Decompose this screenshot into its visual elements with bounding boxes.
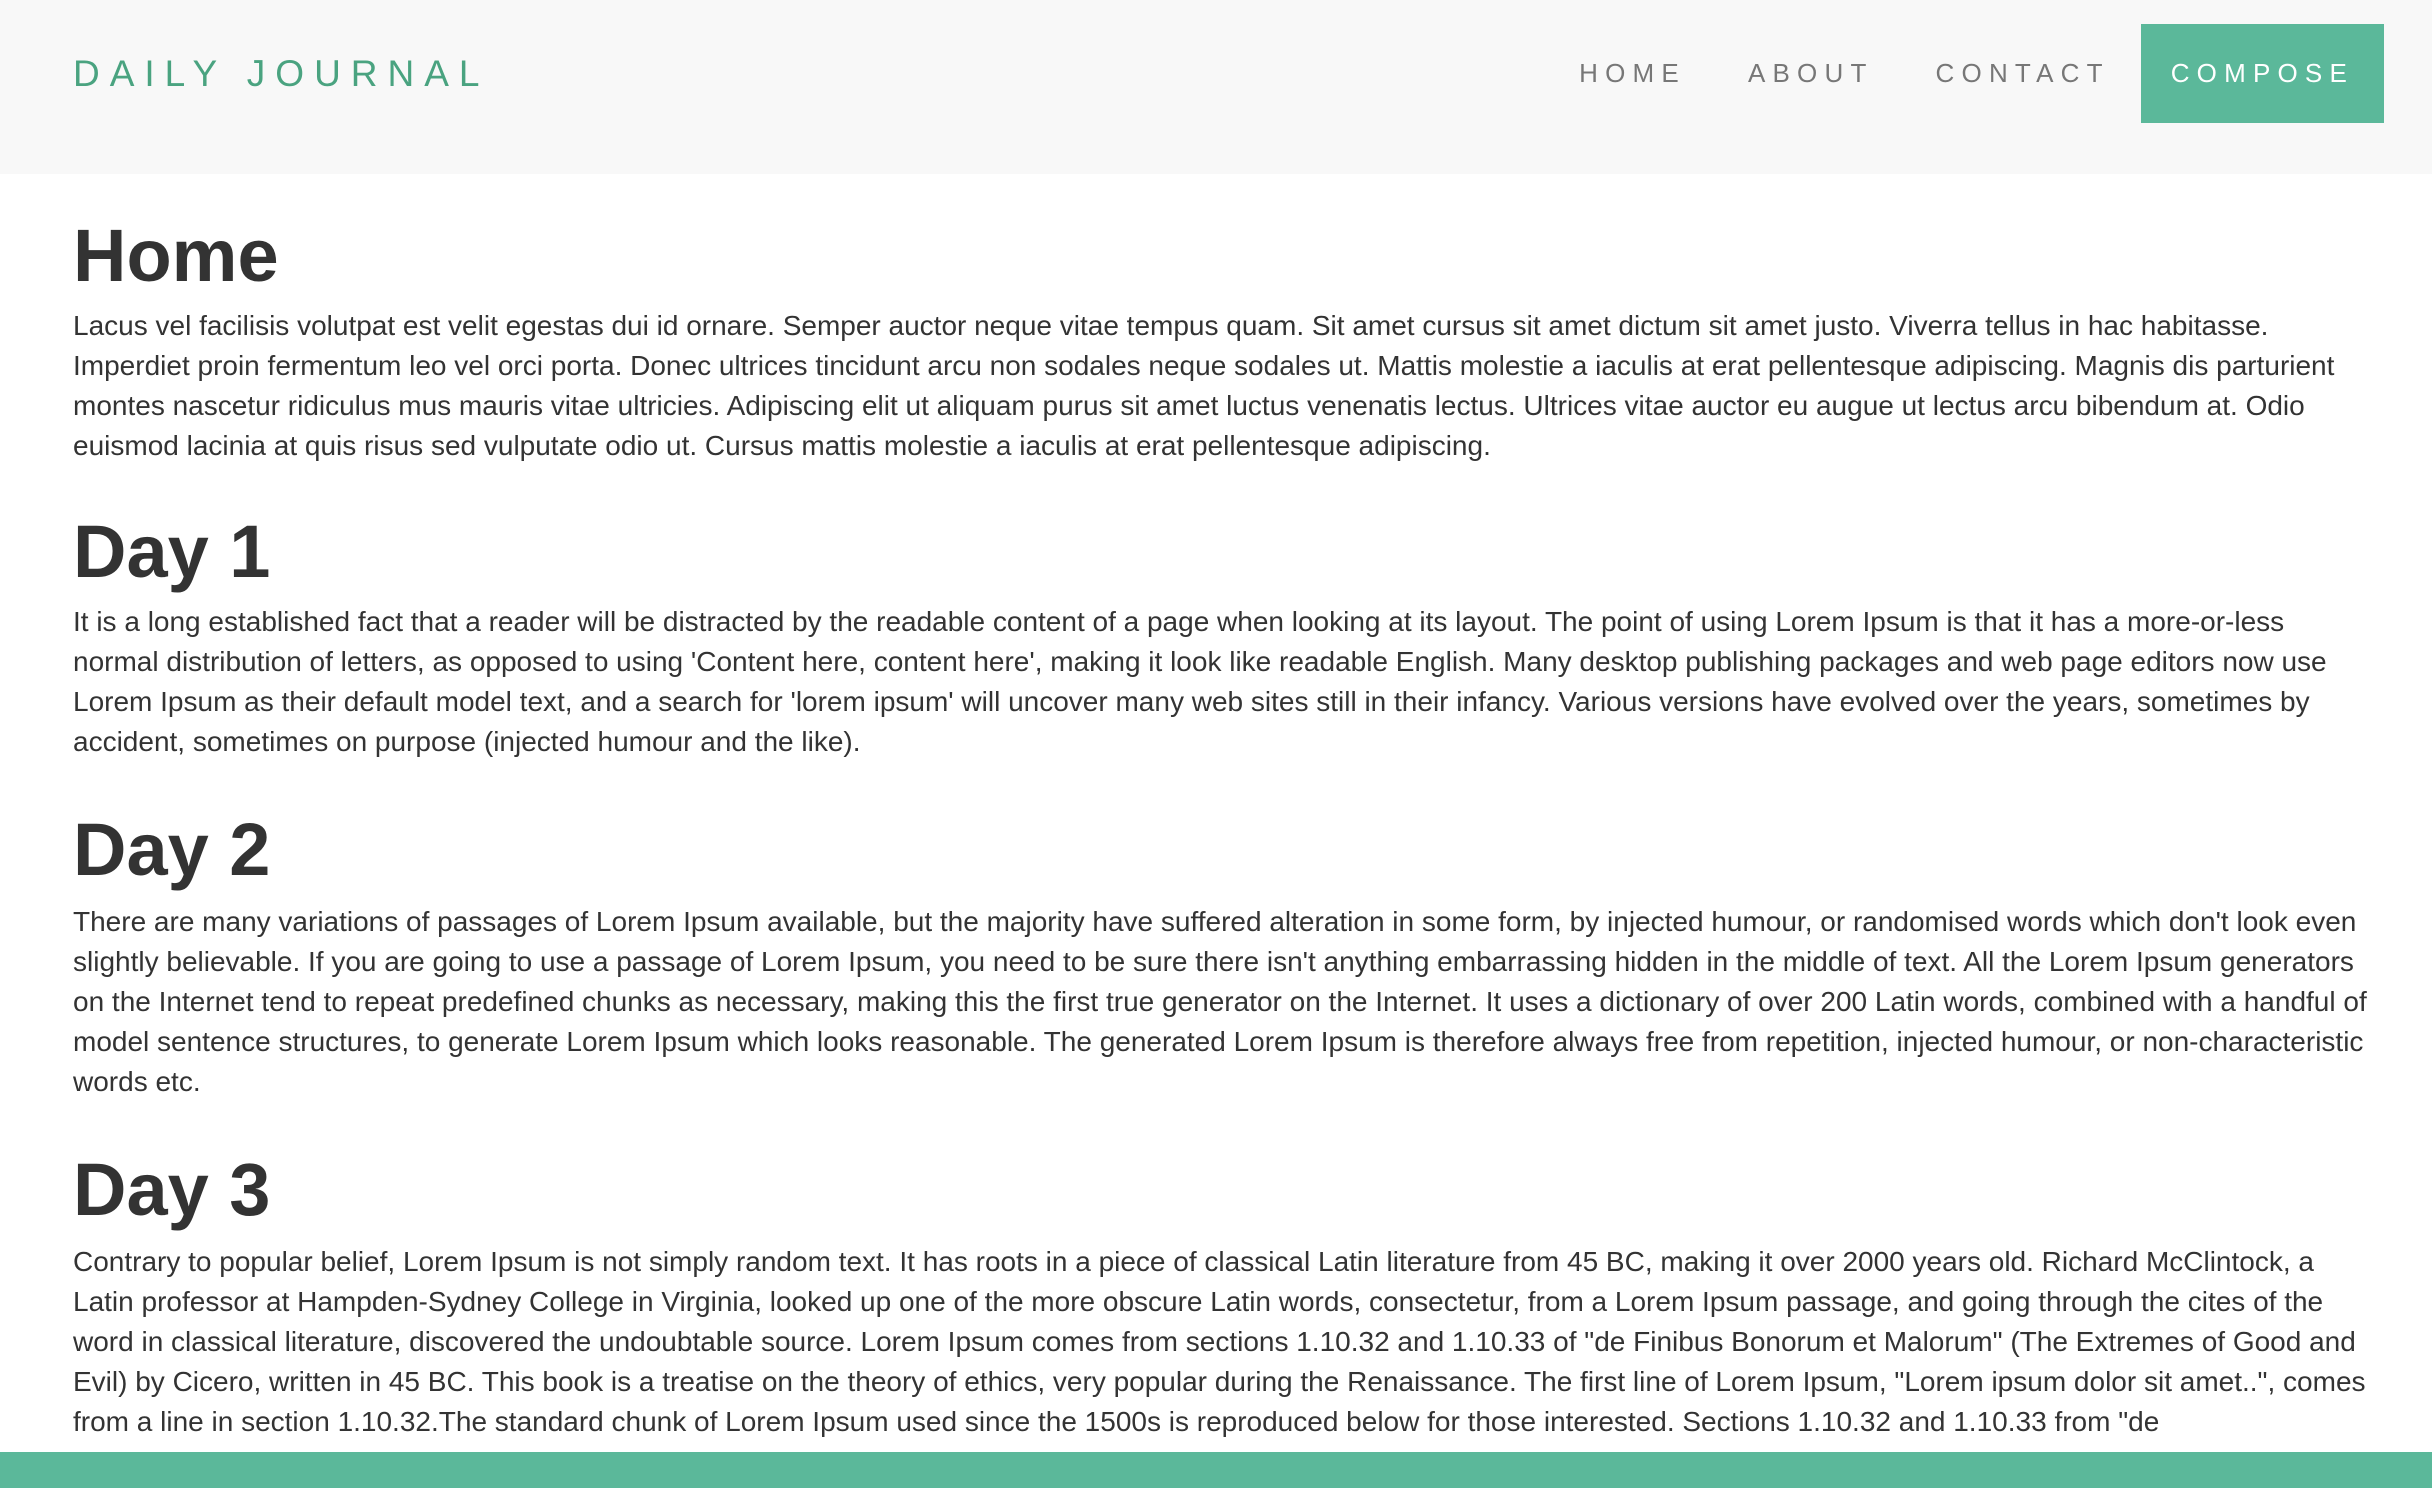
post-body: There are many variations of passages of Lorem Ipsum available, but the majority have suffered alteration in some form, by injected humour, or randomised words which don't look even slightly believable. If you are going to use a passage of Lorem Ipsum, you need to be sure there isn't anything embarrassing hidden in the middle of text. All the Lorem Ipsum generators on the Internet tend to repeat predefined chunks as necessary, making this the first true generator on the Internet. It uses a dictionary of over 200 Latin words, combined with a handful of model sentence structures, to generate Lorem Ipsum which looks reasonable. The generated Lorem Ipsum is therefore always free from repetition, injected humour, or non-characteristic words etc. xyxy=(73,906,2367,1097)
post-body: It is a long established fact that a reader will be distracted by the readable content of a page when looking at its layout. The point of using Lorem Ipsum is that it has a more-or-less normal distribution of letters, as opposed to using 'Content here, content here', making it look like readable English. Many desktop publishing packages and web page editors now use Lorem Ipsum as their default model text, and a search for 'lorem ipsum' will uncover many web sites still in their infancy. Various versions have evolved over the years, sometimes by accident, sometimes on purpose (injected humour and the like). xyxy=(73,606,2327,757)
post-title: Home xyxy=(73,214,279,297)
brand-logo[interactable]: DAILY JOURNAL xyxy=(73,53,490,94)
footer-bar xyxy=(0,1452,2432,1488)
main-content xyxy=(73,174,2373,1442)
nav-link-about[interactable]: ABOUT xyxy=(1747,58,1874,88)
nav-item-home xyxy=(1548,24,1717,123)
nav-menu xyxy=(1548,24,2384,123)
post-title: Day 2 xyxy=(73,808,271,891)
nav-item-contact xyxy=(1905,24,2141,123)
post-title: Day 3 xyxy=(73,1148,271,1231)
post-day-2 xyxy=(73,808,2373,1102)
nav-link-contact[interactable]: CONTACT xyxy=(1935,58,2110,88)
navbar xyxy=(0,0,2432,174)
post-body: Lacus vel facilisis volutpat est velit egestas dui id ornare. Semper auctor neque vitae tempus quam. Sit amet cursus sit amet dictum sit amet justo. Viverra tellus in hac habitasse. Imperdiet proin fermentum leo vel orci porta. Donec ultrices tincidunt arcu non sodales neque sodales ut. Mattis molestie a iaculis at erat pellentesque adipiscing. Magnis dis parturient montes nascetur ridiculus mus mauris vitae ultricies. Adipiscing elit ut aliquam purus sit amet luctus venenatis lectus. Ultrices vitae auctor eu augue ut lectus arcu bibendum at. Odio euismod lacinia at quis risus sed vulputate odio ut. Cursus mattis molestie a iaculis at erat pellentesque adipiscing. xyxy=(73,310,2335,461)
post-title: Day 1 xyxy=(73,510,271,593)
nav-item-about xyxy=(1717,24,1905,123)
compose-button[interactable]: COMPOSE xyxy=(2141,24,2384,123)
post-day-1 xyxy=(73,510,2373,762)
post-home xyxy=(73,214,2373,466)
nav-item-compose xyxy=(2141,24,2384,123)
post-day-3 xyxy=(73,1148,2373,1442)
nav-link-home[interactable]: HOME xyxy=(1579,58,1686,88)
post-body: Contrary to popular belief, Lorem Ipsum is not simply random text. It has roots in a piece of classical Latin literature from 45 BC, making it over 2000 years old. Richard McClintock, a Latin professor at Hampden-Sydney College in Virginia, looked up one of the more obscure Latin words, consectetur, from a Lorem Ipsum passage, and going through the cites of the word in classical literature, discovered the undoubtable source. Lorem Ipsum comes from sections 1.10.32 and 1.10.33 of "de Finibus Bonorum et Malorum" (The Extremes of Good and Evil) by Cicero, written in 45 BC. This book is a treatise on the theory of ethics, very popular during the Renaissance. The first line of Lorem Ipsum, "Lorem ipsum dolor sit amet..", comes from a line in section 1.10.32.The standard chunk of Lorem Ipsum used since the 1500s is reproduced below for those interested. Sections 1.10.32 and 1.10.33 from "de xyxy=(73,1246,2366,1437)
